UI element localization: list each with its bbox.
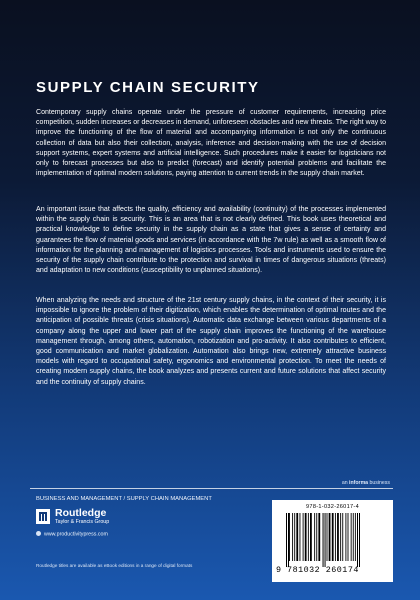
description-paragraph-3: When analyzing the needs and structure of the 21st century supply chains, in the context of their security, it is impossible to ignore the problem of their digitization, which enables the determination of optimal routes and the anticipation of possible threats (crisis situations). Automatic data exchange between various departments of a company along the upper and lower part of the supply chain improves the functioning of the warehouse management through, among others, automation, robotization and pro-activity. It also contributes to efficient, good communication and market globalization. Automation also brings new, extremely attractive business models with regard to occupational safety, ergonomics and environmental protection. To meet the needs of creating modern supply chains, the book analyzes and presents current and future solutions that affect security and the continuity of supply chains. [36,297,386,386]
description-paragraph-2: An important issue that affects the quality, efficiency and availability (continuity) of the processes implemented within the supply chain is security. This is an area that is not clearly defined. This book uses theoretical and practical knowledge to define security in the supply chain as a state that gives a sense of certainty and guarantees the flow of material goods and services (in accordance with the 7w rule) as well as a smooth flow of information for the planning and management of logistics processes. Tools and instruments used to ensure the security of the supply chain contribute to the protection and survival in times of dangerous situations (threats) and adaptation to new conditions (susceptibility to unplanned situations). [36,206,386,275]
barcode-icon [284,513,384,567]
routledge-logo-icon [36,509,50,524]
globe-icon [36,531,41,536]
isbn-barcode [272,500,393,582]
publisher-website [36,531,108,538]
ean-digits: 9 781032 260174 [276,565,359,575]
description-paragraph-1: Contemporary supply chains operate under the pressure of customer requirements, increasing price competition, sudden increases or decreases in demand, unforeseen obstacles and new threats. The right way to improve the functioning of the flow of material and accompanying information is not only the continuous collection of data but also their collection, analysis, inference and decision-making with the use of decision support systems, expert systems and artificial intelligence. Such procedures make it easier for logisticians not only to forecast processes but also to predict (forecast) and identify potential problems and facilitate the implementation of optimal modern solutions, paying attention to current trends in the supply chain market. [36,109,386,178]
website-url: www.productivitypress.com [44,531,108,538]
isbn-number: 978-1-032-26017-4 [306,504,359,510]
publisher-logo [36,508,109,525]
publisher-group: Taylor & Francis Group [55,519,110,525]
publisher-name: Routledge [55,507,107,519]
subject-category: BUSINESS AND MANAGEMENT / SUPPLY CHAIN MANAGEMENT [36,496,212,502]
footer-divider [30,488,393,489]
informa-business-tag: an informa business [341,480,390,486]
book-title: SUPPLY CHAIN SECURITY [36,79,260,96]
ebook-note: Routledge titles are available as eBook editions in a range of digital formats [36,563,193,568]
